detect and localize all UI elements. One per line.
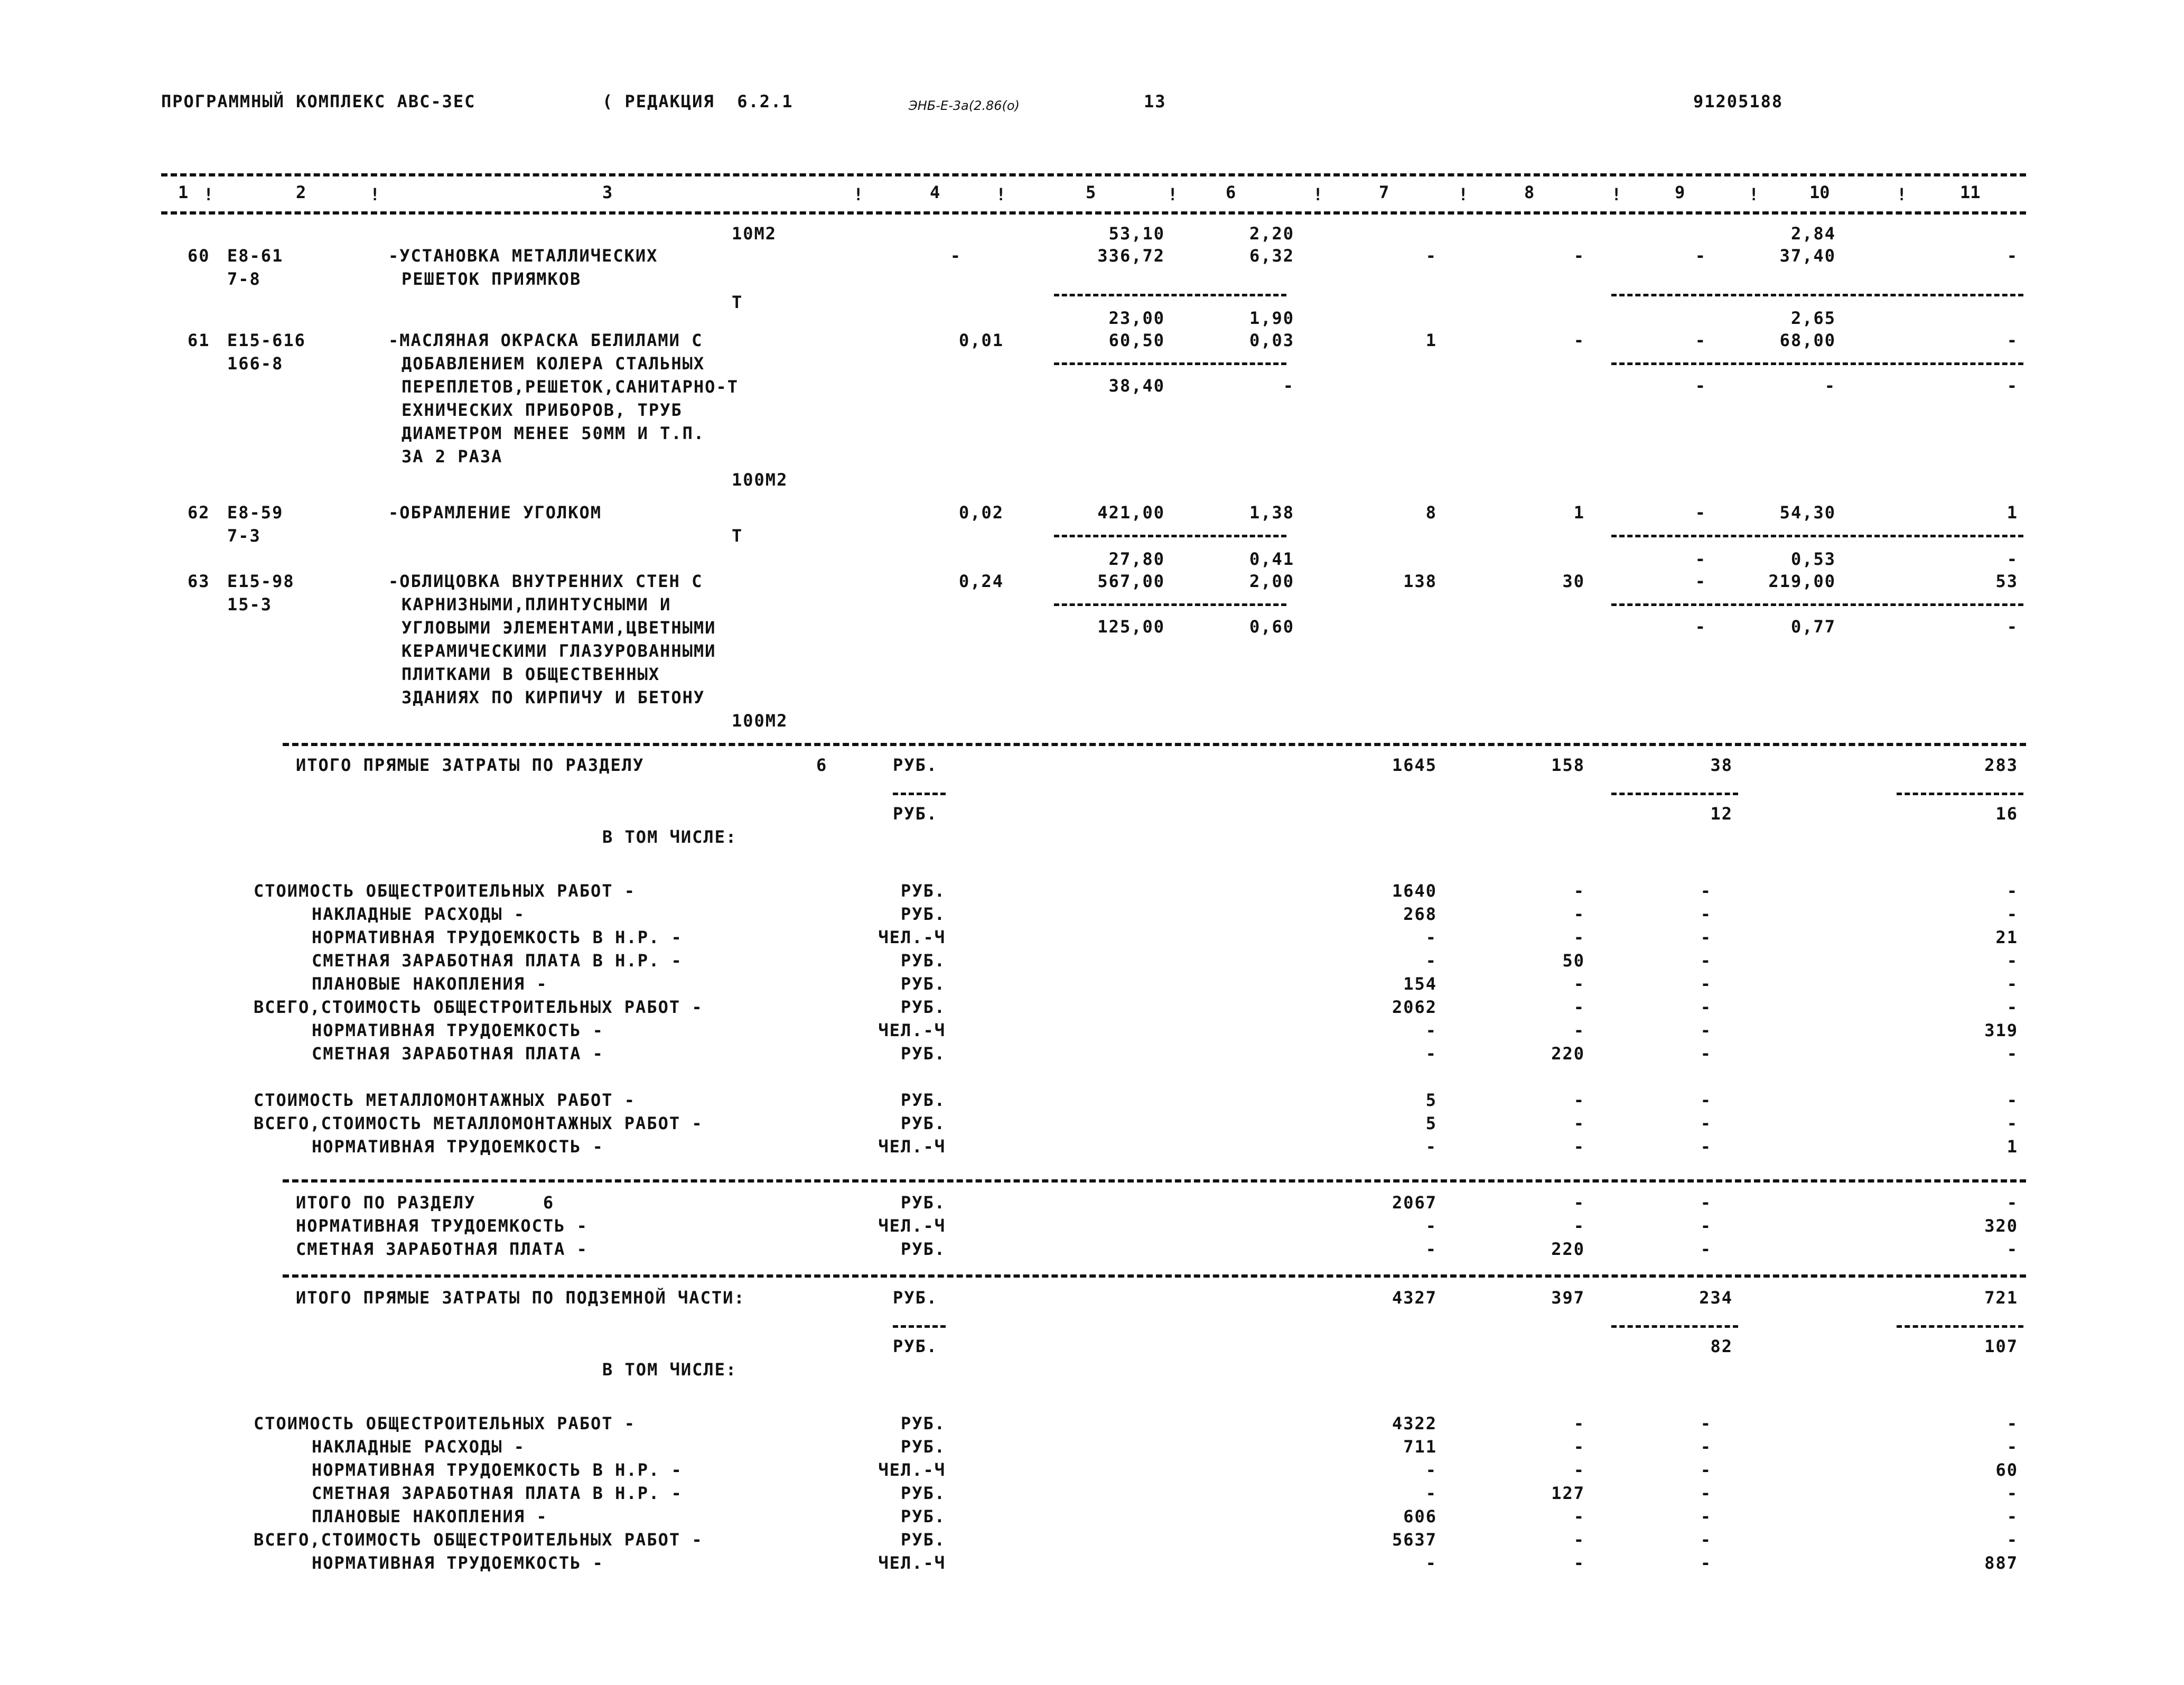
line-label: ПЛАНОВЫЕ НАКОПЛЕНИЯ - [312, 974, 548, 994]
cell-col6: 1,90 [1249, 308, 1294, 328]
cell-col8: - [1573, 927, 1585, 947]
line-unit: РУБ. [900, 1506, 946, 1526]
cell-col8: - [1573, 1090, 1585, 1110]
cell-col7: 1645 [1392, 755, 1437, 775]
cell-col9: - [1700, 1193, 1712, 1213]
page-number: 13 [1144, 91, 1166, 111]
cell-col11: - [2006, 1193, 2018, 1213]
cell-col9: - [1700, 1506, 1712, 1526]
cell-col9: - [1700, 1553, 1712, 1573]
row-description: ПЕРЕПЛЕТОВ,РЕШЕТОК,САНИТАРНО-Т [402, 377, 739, 397]
cell-col11: - [2006, 1239, 2018, 1259]
line-unit: РУБ. [900, 1530, 946, 1550]
cell-col8: - [1573, 904, 1585, 924]
cell-col7: - [1425, 927, 1437, 947]
cell-col7: - [1425, 1553, 1437, 1573]
cell-col7: 138 [1403, 571, 1437, 591]
cell-col7: 5 [1425, 1113, 1437, 1133]
cell-col5: 421,00 [1097, 502, 1165, 523]
column-header-row [161, 181, 2026, 207]
section-total-unit: РУБ. [893, 755, 938, 775]
cell-col5: 23,00 [1108, 308, 1165, 328]
cell-col6: 2,20 [1249, 224, 1294, 244]
row-description: -УСТАНОВКА МЕТАЛЛИЧЕСКИХ [388, 246, 658, 266]
part-total-label: ИТОГО ПРЯМЫЕ ЗАТРАТЫ ПО ПОДЗЕМНОЙ ЧАСТИ: [296, 1288, 745, 1308]
line-label: НАКЛАДНЫЕ РАСХОДЫ - [312, 904, 526, 924]
col-separator: ! [1168, 184, 1178, 204]
cell-col8: - [1573, 246, 1585, 266]
cell-col6: 1,38 [1249, 502, 1294, 523]
cell-col10: 2,84 [1790, 224, 1836, 244]
row-description: -ОБРАМЛЕНИЕ УГОЛКОМ [388, 502, 602, 523]
cell-col7: 606 [1403, 1506, 1437, 1526]
line-unit: РУБ. [900, 1483, 946, 1503]
cell-col8: - [1573, 330, 1585, 350]
cell-col6: 0,03 [1249, 330, 1294, 350]
col-separator: ! [203, 184, 214, 204]
row-description: УГЛОВЫМИ ЭЛЕМЕНТАМИ,ЦВЕТНЫМИ [402, 618, 716, 638]
row-number: 62 [188, 502, 210, 523]
cell-col7: 268 [1403, 904, 1437, 924]
col-separator: ! [853, 184, 864, 204]
col-header-7: 7 [1379, 182, 1389, 202]
cell-col11: - [2006, 1044, 2018, 1064]
col-separator: ! [1313, 184, 1323, 204]
cell-col9: - [1700, 1530, 1712, 1550]
header-rule-bottom [161, 211, 2026, 215]
line-unit: ЧЕЛ.-Ч [878, 1553, 946, 1573]
cell-col7: 1 [1425, 330, 1437, 350]
col-header-3: 3 [602, 182, 613, 202]
cell-col8: - [1573, 1460, 1585, 1480]
cell-col9: - [1695, 246, 1706, 266]
cell-col8: - [1573, 1506, 1585, 1526]
line-label: ВСЕГО,СТОИМОСТЬ ОБЩЕСТРОИТЕЛЬНЫХ РАБОТ - [254, 997, 703, 1017]
cell-col4: 0,24 [958, 571, 1004, 591]
cell-col8: - [1573, 1437, 1585, 1457]
section-rule [283, 743, 2026, 746]
line-unit: РУБ. [900, 904, 946, 924]
line-label: ИТОГО ПО РАЗДЕЛУ 6 [296, 1193, 555, 1213]
program-title: ПРОГРАММНЫЙ КОМПЛЕКС АВС-3ЕС [161, 91, 476, 111]
section-rule [283, 1179, 2026, 1183]
cell-col11: 107 [1984, 1336, 2018, 1356]
cell-rule [1611, 603, 2023, 606]
cell-col11: 16 [1995, 804, 2018, 824]
row-code: Е8-61 [227, 246, 284, 266]
cell-col9: - [1700, 974, 1712, 994]
cell-col8: - [1573, 1216, 1585, 1236]
cell-col9: - [1700, 1239, 1712, 1259]
cell-col9: - [1695, 376, 1706, 396]
cell-col7: 8 [1425, 502, 1437, 523]
col-header-5: 5 [1086, 182, 1096, 202]
cell-col11: - [2006, 1506, 2018, 1526]
cell-col9: - [1700, 927, 1712, 947]
cell-col7: - [1425, 1483, 1437, 1503]
line-unit: РУБ. [900, 1437, 946, 1457]
col-separator: ! [1897, 184, 1907, 204]
col-separator: ! [1749, 184, 1759, 204]
cell-col9: - [1700, 1483, 1712, 1503]
cell-col8: 50 [1562, 951, 1585, 971]
line-label: СТОИМОСТЬ МЕТАЛЛОМОНТАЖНЫХ РАБОТ - [254, 1090, 636, 1110]
cell-col11: - [2006, 1413, 2018, 1433]
cell-col9: - [1700, 881, 1712, 901]
line-label: НОРМАТИВНАЯ ТРУДОЕМКОСТЬ В Н.Р. - [312, 1460, 683, 1480]
cell-col9: - [1700, 951, 1712, 971]
row-description: ДИАМЕТРОМ МЕНЕЕ 50ММ И Т.П. [402, 423, 705, 443]
row-description: ПЛИТКАМИ В ОБЩЕСТВЕННЫХ [402, 664, 660, 684]
row-code: 166-8 [227, 353, 284, 374]
line-label: НОРМАТИВНАЯ ТРУДОЕМКОСТЬ - [296, 1216, 588, 1236]
row-unit: Т [732, 526, 743, 546]
cell-col8: 1 [1573, 502, 1585, 523]
line-unit: РУБ. [900, 1113, 946, 1133]
row-unit: 100М2 [732, 470, 788, 490]
cell-col9: - [1700, 997, 1712, 1017]
row-code: 7-8 [227, 269, 261, 289]
row-description: ЗДАНИЯХ ПО КИРПИЧУ И БЕТОНУ [402, 687, 705, 707]
cell-col11: - [2006, 1530, 2018, 1550]
line-label: НОРМАТИВНАЯ ТРУДОЕМКОСТЬ - [312, 1020, 604, 1040]
cell-col10: 54,30 [1779, 502, 1836, 523]
line-label: НОРМАТИВНАЯ ТРУДОЕМКОСТЬ - [312, 1553, 604, 1573]
col-header-2: 2 [296, 182, 306, 202]
cell-col9: - [1700, 1113, 1712, 1133]
col-separator: ! [996, 184, 1006, 204]
cell-col9: 234 [1699, 1288, 1733, 1308]
col-separator: ! [1458, 184, 1469, 204]
cell-rule [1611, 1325, 1738, 1328]
row-number: 60 [188, 246, 210, 266]
line-label: СМЕТНАЯ ЗАРАБОТНАЯ ПЛАТА - [312, 1044, 604, 1064]
line-unit: ЧЕЛ.-Ч [878, 927, 946, 947]
cell-col11: - [2006, 904, 2018, 924]
cell-col7: 5 [1425, 1090, 1437, 1110]
cell-rule [1054, 603, 1286, 606]
cell-col11: - [2006, 951, 2018, 971]
cell-col7: - [1425, 1044, 1437, 1064]
line-unit: РУБ. [900, 951, 946, 971]
cell-col11: - [2006, 1113, 2018, 1133]
part-total-unit: РУБ. [893, 1288, 938, 1308]
cell-col5: 53,10 [1108, 224, 1165, 244]
cell-col7: 2067 [1392, 1193, 1437, 1213]
col-header-8: 8 [1524, 182, 1535, 202]
cell-col7: - [1425, 1020, 1437, 1040]
cell-rule [1897, 793, 2023, 795]
cell-col10: 219,00 [1768, 571, 1836, 591]
row-description: КЕРАМИЧЕСКИМИ ГЛАЗУРОВАННЫМИ [402, 641, 716, 661]
line-label: СМЕТНАЯ ЗАРАБОТНАЯ ПЛАТА В Н.Р. - [312, 951, 683, 971]
cell-rule [893, 793, 946, 795]
col-header-10: 10 [1809, 182, 1830, 202]
cell-col11: 721 [1984, 1288, 2018, 1308]
line-label: ВСЕГО,СТОИМОСТЬ ОБЩЕСТРОИТЕЛЬНЫХ РАБОТ - [254, 1530, 703, 1550]
cell-col11: 1 [2006, 1137, 2018, 1157]
row-code: Е15-616 [227, 330, 306, 350]
cell-col10: 2,65 [1790, 308, 1836, 328]
cell-col11: 887 [1984, 1553, 2018, 1573]
line-unit: РУБ. [900, 1239, 946, 1259]
col-header-1: 1 [178, 182, 189, 202]
cell-rule [1054, 535, 1286, 537]
line-label: СТОИМОСТЬ ОБЩЕСТРОИТЕЛЬНЫХ РАБОТ - [254, 881, 636, 901]
cell-col7: 2062 [1392, 997, 1437, 1017]
cell-col9: - [1700, 1044, 1712, 1064]
cell-col8: - [1573, 1113, 1585, 1133]
section-rule [283, 1274, 2026, 1278]
col-header-4: 4 [930, 182, 940, 202]
cell-col9: - [1695, 571, 1706, 591]
cell-col7: 154 [1403, 974, 1437, 994]
row-code: 15-3 [227, 594, 273, 615]
section-total-unit: РУБ. [893, 804, 938, 824]
cell-col7: - [1425, 1460, 1437, 1480]
row-code: 7-3 [227, 526, 261, 546]
cell-col11: - [2006, 974, 2018, 994]
line-unit: РУБ. [900, 997, 946, 1017]
cell-col5: 60,50 [1108, 330, 1165, 350]
edition-label: ( РЕДАКЦИЯ 6.2.1 [602, 91, 794, 111]
line-label: СМЕТНАЯ ЗАРАБОТНАЯ ПЛАТА - [296, 1239, 588, 1259]
cell-col9: - [1695, 330, 1706, 350]
cell-rule [1054, 294, 1286, 296]
cell-col6: 0,41 [1249, 549, 1294, 569]
cell-col11: - [2006, 997, 2018, 1017]
cell-col7: - [1425, 246, 1437, 266]
cell-col8: - [1573, 997, 1585, 1017]
cell-col4: - [950, 246, 962, 266]
cell-col10: 37,40 [1779, 246, 1836, 266]
cell-col9: - [1700, 1460, 1712, 1480]
col-header-6: 6 [1226, 182, 1236, 202]
cell-col8: - [1573, 1137, 1585, 1157]
cell-col8: 127 [1551, 1483, 1585, 1503]
including-label: В ТОМ ЧИСЛЕ: [602, 1360, 738, 1380]
cell-col11: 283 [1984, 755, 2018, 775]
cell-rule [893, 1325, 946, 1328]
cell-col9: 82 [1710, 1336, 1733, 1356]
cell-col9: - [1695, 502, 1706, 523]
cell-col6: - [1283, 376, 1294, 396]
line-unit: РУБ. [900, 1193, 946, 1213]
row-number: 63 [188, 571, 210, 591]
cell-col10: - [1824, 376, 1836, 396]
cell-col5: 567,00 [1097, 571, 1165, 591]
cell-col11: 21 [1995, 927, 2018, 947]
cell-col7: - [1425, 1216, 1437, 1236]
cell-col9: - [1700, 1413, 1712, 1433]
cell-rule [1611, 793, 1738, 795]
cell-col7: - [1425, 951, 1437, 971]
cell-col11: 319 [1984, 1020, 2018, 1040]
section-total-label: ИТОГО ПРЯМЫЕ ЗАТРАТЫ ПО РАЗДЕЛУ [296, 755, 645, 775]
cell-col8: - [1573, 974, 1585, 994]
cell-col11: - [2006, 549, 2018, 569]
cell-col11: - [2006, 330, 2018, 350]
row-description: ДОБАВЛЕНИЕМ КОЛЕРА СТАЛЬНЫХ [402, 353, 705, 374]
col-separator: ! [1611, 184, 1622, 204]
cell-col11: - [2006, 1437, 2018, 1457]
cell-col9: - [1700, 1437, 1712, 1457]
cell-col5: 27,80 [1108, 549, 1165, 569]
cell-col11: - [2006, 376, 2018, 396]
cell-col11: 53 [1995, 571, 2018, 591]
including-label: В ТОМ ЧИСЛЕ: [602, 827, 738, 847]
cell-col8: - [1573, 1020, 1585, 1040]
cell-col11: - [2006, 617, 2018, 637]
row-description: -МАСЛЯНАЯ ОКРАСКА БЕЛИЛАМИ С [388, 330, 703, 350]
cell-col8: - [1573, 881, 1585, 901]
cell-col6: 0,60 [1249, 617, 1294, 637]
line-unit: РУБ. [900, 974, 946, 994]
handwritten-note: ЭНБ-Е-3а(2.86(о) [909, 98, 1020, 113]
cell-col9: 12 [1710, 804, 1733, 824]
row-description: -ОБЛИЦОВКА ВНУТРЕННИХ СТЕН С [388, 571, 703, 591]
cell-col8: 397 [1551, 1288, 1585, 1308]
cell-col8: 158 [1551, 755, 1585, 775]
document-number: 91205188 [1693, 91, 1784, 111]
cell-col11: 320 [1984, 1216, 2018, 1236]
row-code: Е8-59 [227, 502, 284, 523]
section-number: 6 [816, 755, 828, 775]
header-rule-top [161, 173, 2026, 176]
cell-col4: 0,02 [958, 502, 1004, 523]
cell-rule [1897, 1325, 2023, 1328]
cell-col9: - [1700, 1216, 1712, 1236]
cell-col11: - [2006, 881, 2018, 901]
line-label: СТОИМОСТЬ ОБЩЕСТРОИТЕЛЬНЫХ РАБОТ - [254, 1413, 636, 1433]
cell-col9: - [1695, 549, 1706, 569]
cell-col8: 30 [1562, 571, 1585, 591]
cell-col8: 220 [1551, 1239, 1585, 1259]
cell-col7: 1640 [1392, 881, 1437, 901]
col-header-11: 11 [1960, 182, 1981, 202]
line-unit: ЧЕЛ.-Ч [878, 1020, 946, 1040]
cell-col9: - [1700, 1137, 1712, 1157]
line-unit: РУБ. [900, 1044, 946, 1064]
cell-col9: - [1700, 904, 1712, 924]
cell-col6: 2,00 [1249, 571, 1294, 591]
cell-col10: 68,00 [1779, 330, 1836, 350]
cell-col11: 60 [1995, 1460, 2018, 1480]
col-header-9: 9 [1675, 182, 1685, 202]
row-description: ЕХНИЧЕСКИХ ПРИБОРОВ, ТРУБ [402, 400, 683, 420]
line-label: ПЛАНОВЫЕ НАКОПЛЕНИЯ - [312, 1506, 548, 1526]
cell-col4: 0,01 [958, 330, 1004, 350]
col-separator: ! [370, 184, 380, 204]
row-unit: 100М2 [732, 711, 788, 731]
part-total-unit: РУБ. [893, 1336, 938, 1356]
line-unit: РУБ. [900, 881, 946, 901]
line-unit: РУБ. [900, 1413, 946, 1433]
cell-col11: - [2006, 1090, 2018, 1110]
row-description: КАРНИЗНЫМИ,ПЛИНТУСНЫМИ И [402, 594, 671, 615]
line-label: СМЕТНАЯ ЗАРАБОТНАЯ ПЛАТА В Н.Р. - [312, 1483, 683, 1503]
line-label: ВСЕГО,СТОИМОСТЬ МЕТАЛЛОМОНТАЖНЫХ РАБОТ - [254, 1113, 703, 1133]
cell-col8: - [1573, 1413, 1585, 1433]
cell-rule [1611, 294, 2023, 296]
row-code: Е15-98 [227, 571, 295, 591]
cell-col7: 711 [1403, 1437, 1437, 1457]
cell-col8: 220 [1551, 1044, 1585, 1064]
cell-rule [1054, 362, 1286, 365]
cell-col11: 1 [2006, 502, 2018, 523]
cell-col7: 4322 [1392, 1413, 1437, 1433]
cell-col6: 6,32 [1249, 246, 1294, 266]
line-unit: ЧЕЛ.-Ч [878, 1216, 946, 1236]
cell-col7: 4327 [1392, 1288, 1437, 1308]
row-unit: Т [732, 292, 743, 312]
cell-col10: 0,77 [1790, 617, 1836, 637]
cell-col11: - [2006, 246, 2018, 266]
cell-col11: - [2006, 1483, 2018, 1503]
unit-label: 10М2 [732, 224, 777, 244]
line-label: НОРМАТИВНАЯ ТРУДОЕМКОСТЬ - [312, 1137, 604, 1157]
cell-col9: 38 [1710, 755, 1733, 775]
cell-col5: 125,00 [1097, 617, 1165, 637]
line-label: НАКЛАДНЫЕ РАСХОДЫ - [312, 1437, 526, 1457]
line-unit: ЧЕЛ.-Ч [878, 1460, 946, 1480]
row-description: РЕШЕТОК ПРИЯМКОВ [402, 269, 582, 289]
cell-col8: - [1573, 1193, 1585, 1213]
cell-rule [1611, 362, 2023, 365]
cell-col8: - [1573, 1553, 1585, 1573]
cell-rule [1611, 535, 2023, 537]
cell-col7: - [1425, 1239, 1437, 1259]
cell-col7: - [1425, 1137, 1437, 1157]
line-label: НОРМАТИВНАЯ ТРУДОЕМКОСТЬ В Н.Р. - [312, 927, 683, 947]
row-description: ЗА 2 РАЗА [402, 446, 503, 467]
line-unit: РУБ. [900, 1090, 946, 1110]
cell-col9: - [1700, 1020, 1712, 1040]
cell-col9: - [1700, 1090, 1712, 1110]
line-unit: ЧЕЛ.-Ч [878, 1137, 946, 1157]
cell-col8: - [1573, 1530, 1585, 1550]
cell-col7: 5637 [1392, 1530, 1437, 1550]
cell-col9: - [1695, 617, 1706, 637]
row-number: 61 [188, 330, 210, 350]
cell-col5: 336,72 [1097, 246, 1165, 266]
cell-col5: 38,40 [1108, 376, 1165, 396]
cell-col10: 0,53 [1790, 549, 1836, 569]
